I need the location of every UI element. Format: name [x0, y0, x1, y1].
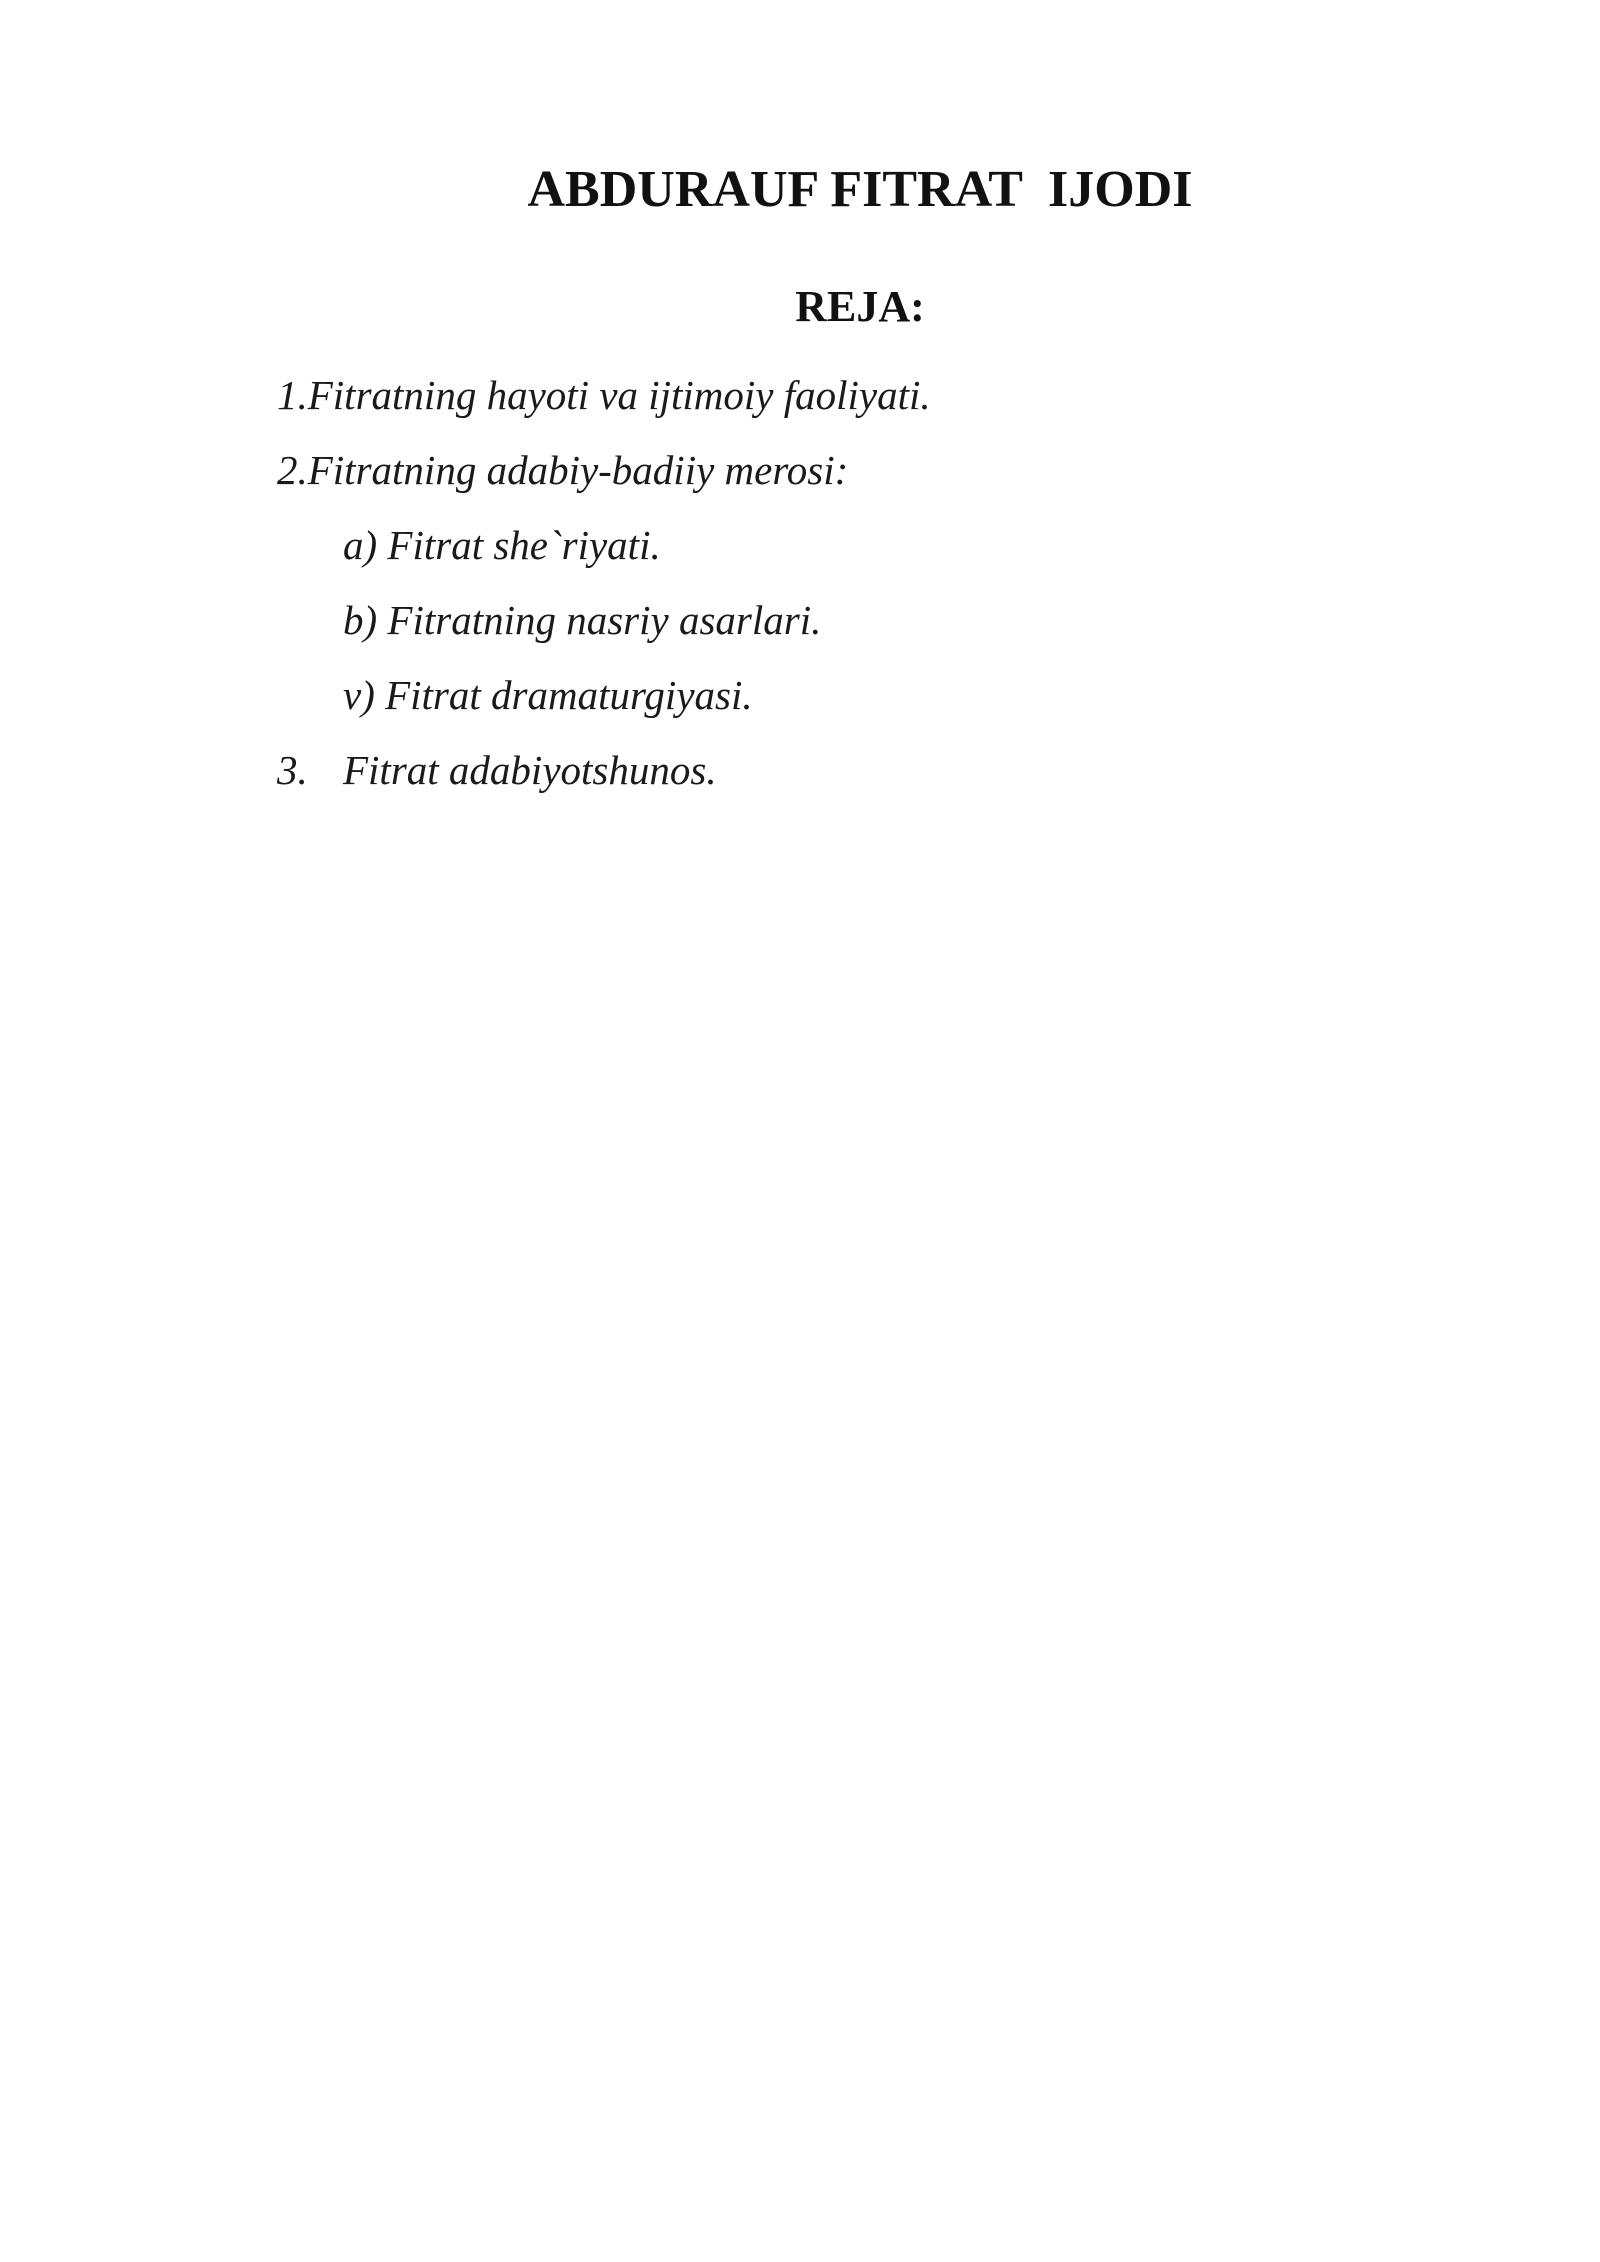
- plan-item-number: 3.: [277, 747, 308, 793]
- plan-heading: REJA:: [795, 282, 925, 331]
- plan-item-3: [277, 745, 717, 795]
- plan-item-text: Fitratning nasriy asarlari.: [377, 597, 822, 643]
- plan-item-text: Fitrat she`riyati.: [377, 522, 661, 568]
- plan-item-number: v): [343, 672, 375, 718]
- plan-item-text: Fitratning hayoti va ijtimoiy faoliyati.: [307, 372, 931, 418]
- plan-item-text: Fitrat dramaturgiyasi.: [374, 672, 753, 718]
- plan-item-1: [277, 370, 931, 420]
- plan-subitem-b: [343, 595, 821, 645]
- plan-item-text: Fitrat adabiyotshunos.: [343, 747, 717, 793]
- plan-item-number: 1.: [277, 372, 308, 418]
- plan-item-text: Fitratning adabiy-badiiy merosi:: [307, 447, 849, 493]
- document-title: ABDURAUF FITRAT IJODI: [527, 161, 1193, 218]
- plan-item-number: b): [343, 597, 378, 643]
- plan-item-number: a): [343, 522, 378, 568]
- plan-subitem-a: [343, 520, 661, 570]
- plan-subitem-v: [343, 670, 753, 720]
- plan-item-number: 2.: [277, 447, 308, 493]
- plan-item-2: [277, 445, 848, 495]
